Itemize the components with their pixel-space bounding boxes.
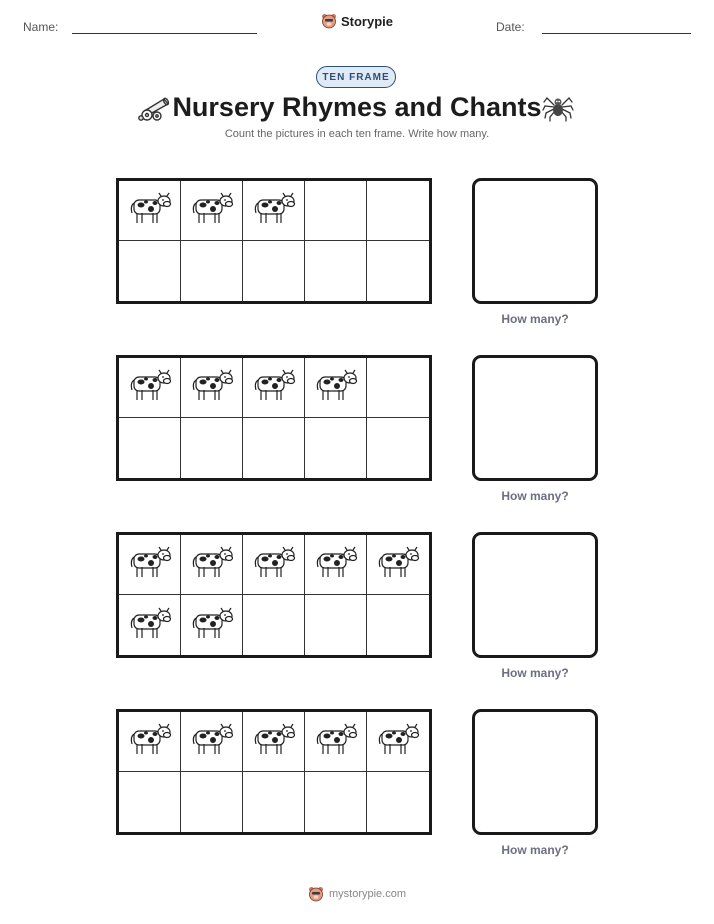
how-many-label: How many? [501,312,569,326]
ten-frame-cell [243,712,305,772]
cow-icon [128,544,172,585]
ten-frame-cell [367,241,429,301]
answer-box-1[interactable] [472,178,598,304]
ten-frame-cell [119,595,181,655]
ten-frame-cell [119,241,181,301]
ten-frame-cell [305,535,367,595]
bear-mascot-icon [308,886,324,902]
answer-box-4[interactable] [472,709,598,835]
ten-frame-cell [243,418,305,478]
ten-frame-cell [119,181,181,241]
ten-frame-cell [243,595,305,655]
cow-icon [314,544,358,585]
how-many-label: How many? [501,489,569,503]
ten-frame-cell [367,181,429,241]
footer [0,886,714,902]
ten-frame-cell [243,181,305,241]
ten-frame-1 [116,178,432,304]
ten-frame-cell [305,772,367,832]
answer-box-3[interactable] [472,532,598,658]
name-line[interactable] [72,33,257,34]
ten-frame-cell [367,535,429,595]
ten-frame-cell [181,535,243,595]
ten-frame-cell [181,595,243,655]
ten-frame-cell [305,418,367,478]
ten-frame-cell [181,241,243,301]
name-label: Name: [23,20,59,34]
ten-frame-cell [305,181,367,241]
ten-frame-cell [119,712,181,772]
worksheet-title: Nursery Rhymes and Chants [172,92,542,122]
cow-icon [314,367,358,408]
ten-frame-cell [305,358,367,418]
ten-frame-cell [119,418,181,478]
ten-frame-4 [116,709,432,835]
ten-frame-cell [119,535,181,595]
cow-icon [128,190,172,231]
cow-icon [190,544,234,585]
ten-frame-cell [367,595,429,655]
cow-icon [252,190,296,231]
cow-icon [252,721,296,762]
ten-frame-cell [367,712,429,772]
how-many-label: How many? [501,843,569,857]
cow-icon [190,367,234,408]
ten-frame-cell [367,772,429,832]
ten-frame-cell [119,772,181,832]
cow-icon [376,544,420,585]
footer-url: mystorypie.com [328,888,407,900]
ten-frame-cell [367,418,429,478]
ten-frame-cell [305,241,367,301]
cow-icon [252,544,296,585]
worksheet-type-badge: TEN FRAME [316,66,396,88]
ten-frame-cell [243,535,305,595]
ten-frame-3 [116,532,432,658]
cow-icon [190,721,234,762]
cow-icon [190,190,234,231]
ten-frame-cell [243,358,305,418]
cow-icon [314,721,358,762]
ten-frame-cell [367,358,429,418]
ten-frame-cell [181,712,243,772]
ten-frame-cell [181,181,243,241]
ten-frame-cell [119,358,181,418]
ten-frame-cell [181,772,243,832]
cow-icon [376,721,420,762]
cow-icon [252,367,296,408]
answer-box-2[interactable] [472,355,598,481]
ten-frame-cell [181,358,243,418]
ten-frame-2 [116,355,432,481]
cow-icon [128,721,172,762]
cow-icon [128,605,172,646]
bear-mascot-icon [321,13,337,29]
date-label: Date: [496,20,525,34]
date-line[interactable] [542,33,691,34]
ten-frame-cell [243,241,305,301]
how-many-label: How many? [501,666,569,680]
cow-icon [128,367,172,408]
ten-frame-cell [243,772,305,832]
brand [0,13,714,29]
ten-frame-cell [181,418,243,478]
ten-frame-cell [305,712,367,772]
brand-name: Storypie [340,13,393,29]
instructions: Count the pictures in each ten frame. Write how many. [224,128,490,140]
ten-frame-cell [305,595,367,655]
cow-icon [190,605,234,646]
